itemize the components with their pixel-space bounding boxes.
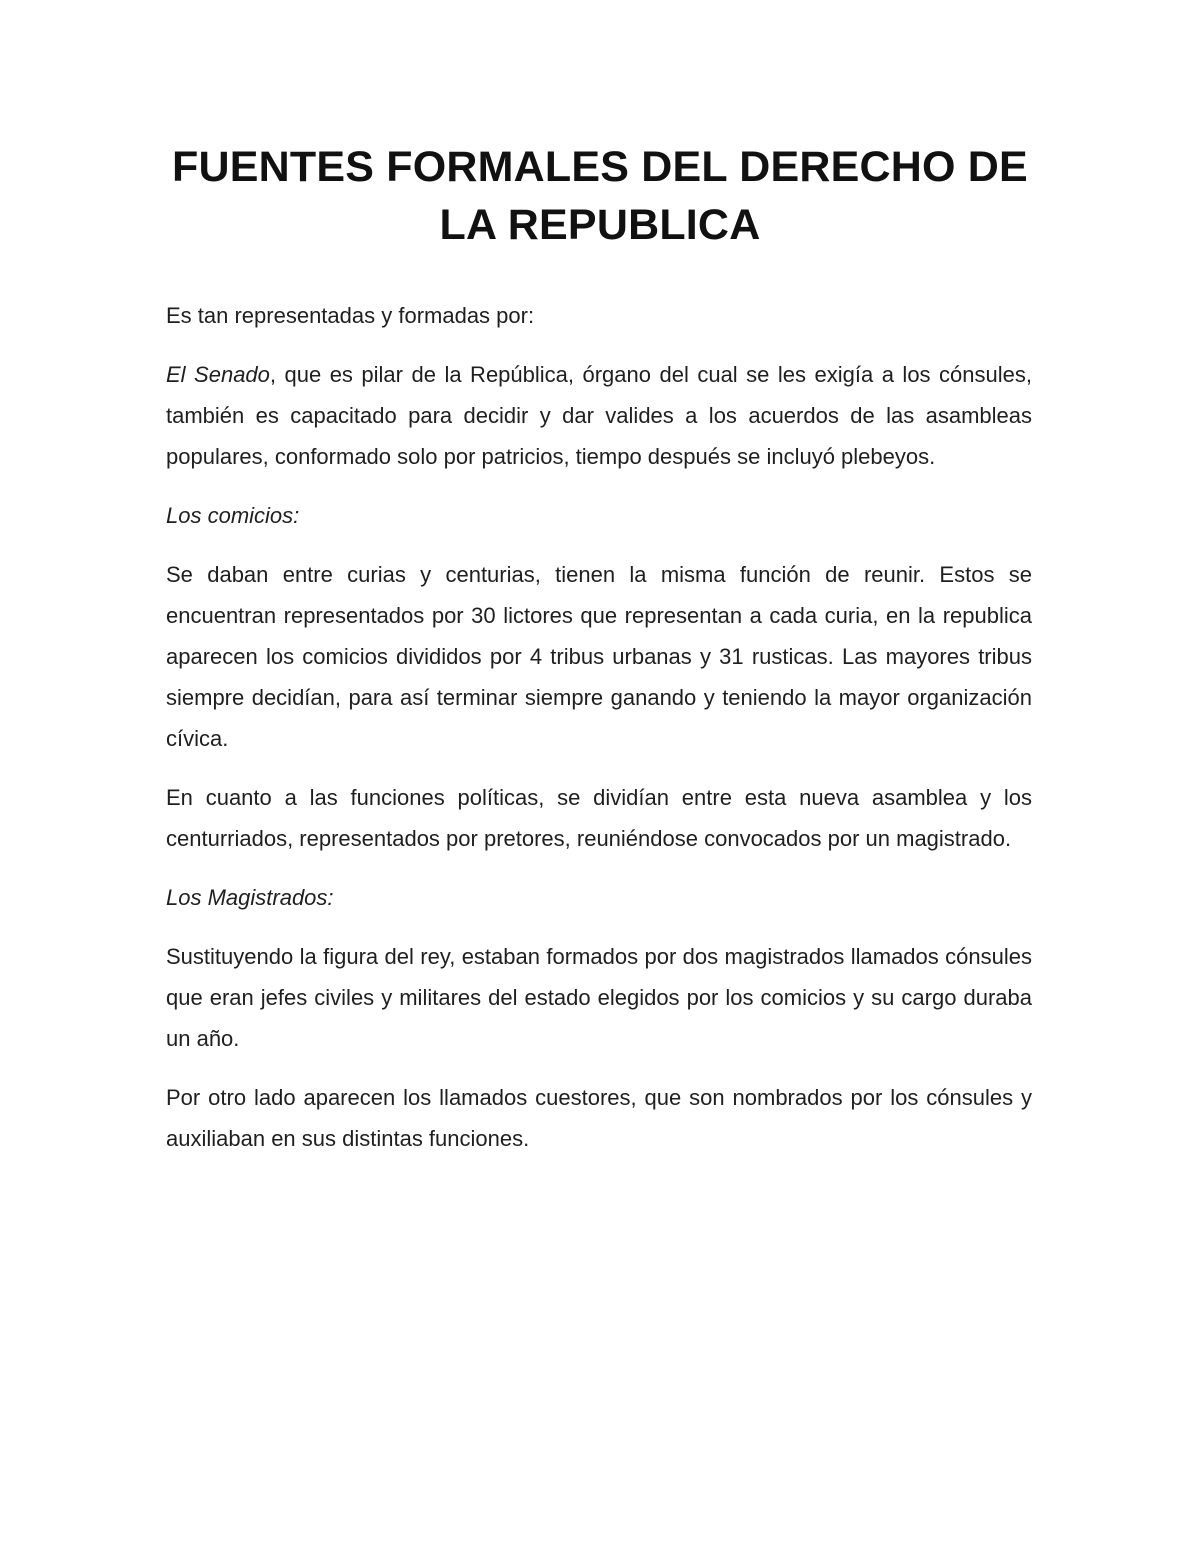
title-line-1: FUENTES FORMALES DEL DERECHO DE [172,143,1028,191]
funciones-paragraph: En cuanto a las funciones políticas, se dividían entre esta nueva asamblea y los centurriados, representados por pretores, reuniéndose convocados por un magistrado. [166,785,1032,851]
comicios-heading-text: Los comicios: [166,503,300,528]
comicios-paragraph: Se daban entre curias y centurias, tienen la misma función de reunir. Estos se encuentran representados por 30 lictores que representan a cada curia, en la republica aparecen los comicios divididos por 4 tribus urbanas y 31 rusticas. Las mayores tribus siempre decidían, para así terminar siempre ganando y teniendo la mayor organización cívica. [166,562,1032,751]
magistrados-heading [166,877,1032,918]
cuestores-paragraph: Por otro lado aparecen los llamados cuestores, que son nombrados por los cónsules y auxiliaban en sus distintas funciones. [166,1085,1032,1151]
senado-paragraph [166,354,1032,477]
document-body [166,295,1032,1159]
intro-paragraph: Es tan representadas y formadas por: [166,303,535,328]
senado-text: , que es pilar de la República, órgano del cual se les exigía a los cónsules, también es capacitado para decidir y dar valides a los acuerdos de las asambleas populares, conformado solo por patricios, tiempo después se incluyó plebeyos. [166,362,1032,469]
magistrados-paragraph: Sustituyendo la figura del rey, estaban formados por dos magistrados llamados cónsules que eran jefes civiles y militares del estado elegidos por los comicios y su cargo duraba un año. [166,944,1032,1051]
page-title [140,138,1060,254]
comicios-heading [166,495,1032,536]
magistrados-heading-text: Los Magistrados: [166,885,334,910]
senado-term: El Senado [166,362,270,387]
title-line-2: LA REPUBLICA [439,201,761,249]
